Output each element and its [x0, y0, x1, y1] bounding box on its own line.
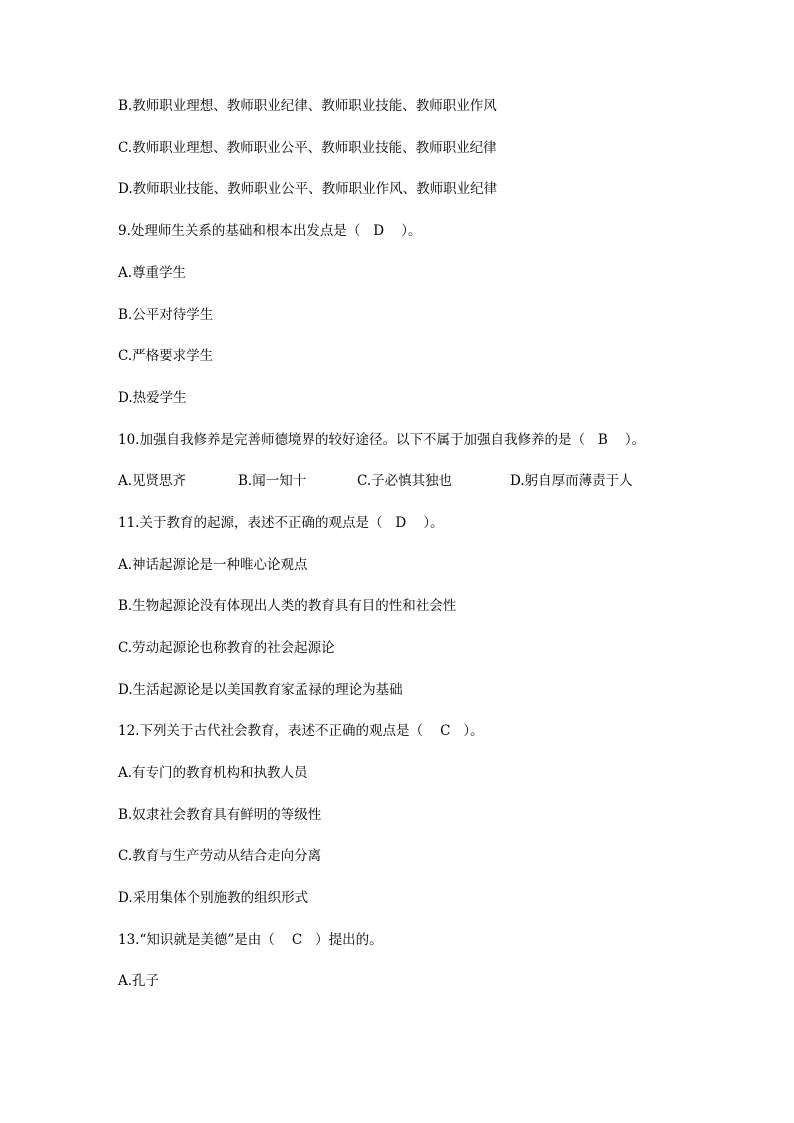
option-line: A.有专门的教育机构和执教人员	[118, 765, 308, 781]
option-line: A.尊重学生	[118, 265, 187, 281]
option: D.躬自厚而薄责于人	[510, 473, 633, 489]
option-line: B.公平对待学生	[118, 307, 214, 323]
option: B.闻一知十	[238, 473, 307, 489]
option-line: C.严格要求学生	[118, 348, 214, 364]
option-line: D.采用集体个别施教的组织形式	[118, 890, 309, 906]
question-line: 9.处理师生关系的基础和根本出发点是（ D ）。	[118, 223, 422, 239]
option-line: D.生活起源论是以美国教育家孟禄的理论为基础	[118, 682, 403, 698]
option: C.子必慎其独也	[357, 473, 453, 489]
option-line: A.孔子	[118, 973, 160, 989]
option-line: C.教师职业理想、教师职业公平、教师职业技能、教师职业纪律	[118, 140, 497, 156]
option: A.见贤思齐	[118, 473, 187, 489]
question-line: 11.关于教育的起源，表述不正确的观点是（ D ）。	[118, 515, 444, 531]
question-line: 13.“知识就是美德”是由（ C ）提出的。	[118, 932, 383, 948]
option-line: B.奴隶社会教育具有鲜明的等级性	[118, 807, 322, 823]
option-line: D.热爱学生	[118, 390, 187, 406]
option-line: B.生物起源论没有体现出人类的教育具有目的性和社会性	[118, 598, 457, 614]
option-line: A.神话起源论是一种唯心论观点	[118, 557, 308, 573]
question-line: 10.加强自我修养是完善师德境界的较好途径。以下不属于加强自我修养的是（ B ）。	[118, 432, 646, 448]
option-line: B.教师职业理想、教师职业纪律、教师职业技能、教师职业作风	[118, 98, 497, 114]
question-line: 12.下列关于古代社会教育，表述不正确的观点是（ C ）。	[118, 723, 484, 739]
option-line: D.教师职业技能、教师职业公平、教师职业作风、教师职业纪律	[118, 181, 498, 197]
option-line: C.教育与生产劳动从结合走向分离	[118, 848, 322, 864]
option-line: C.劳动起源论也称教育的社会起源论	[118, 640, 335, 656]
